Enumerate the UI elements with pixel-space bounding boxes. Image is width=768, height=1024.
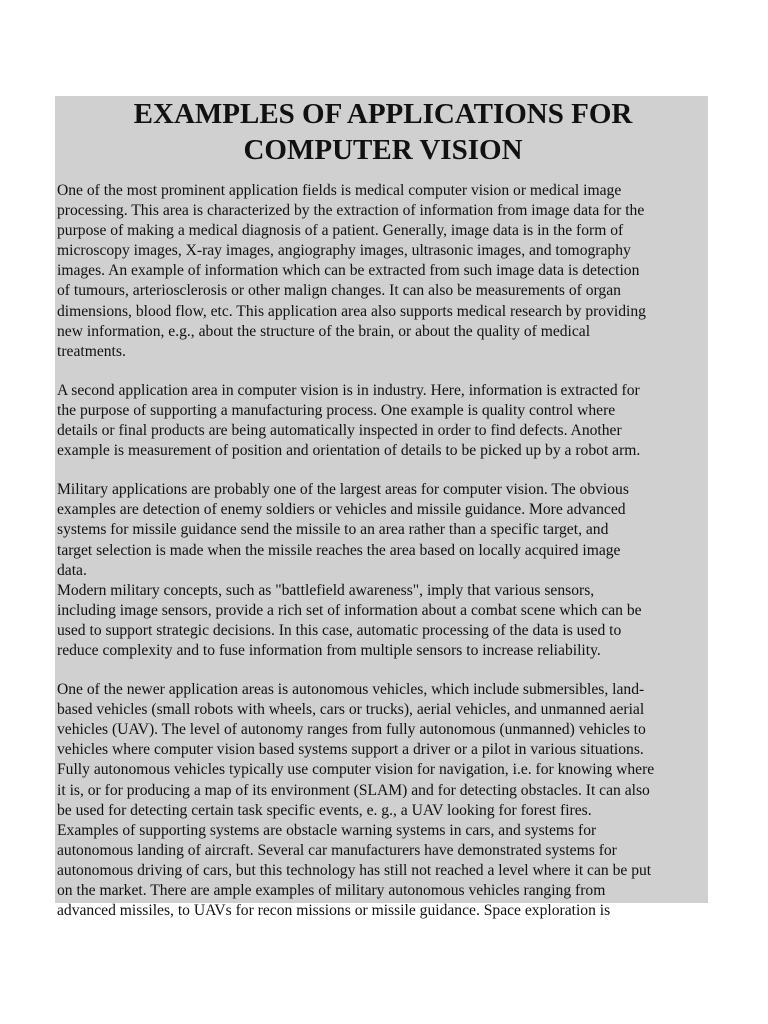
text-line: autonomous landing of aircraft. Several car manufacturers have demonstrated systems for	[57, 841, 617, 859]
text-line: processing. This area is characterized by the extraction of information from image data for the	[57, 202, 645, 220]
text-line: examples are detection of enemy soldiers or vehicles and missile guidance. More advanced	[57, 501, 626, 519]
text-line: Examples of supporting systems are obstacle warning systems in cars, and systems for	[57, 821, 597, 839]
text-line: systems for missile guidance send the missile to an area rather than a specific target, and	[57, 521, 609, 539]
text-line: it is, or for producing a map of its environment (SLAM) and for detecting obstacles. It can also	[57, 781, 650, 799]
text-line: One of the most prominent application fields is medical computer vision or medical image	[57, 182, 622, 199]
text-line: vehicles where computer vision based systems support a driver or a pilot in various situations.	[57, 741, 644, 759]
text-line: reduce complexity and to fuse information from multiple sensors to increase reliability.	[57, 641, 601, 659]
text-line: vehicles (UAV). The level of autonomy ranges from fully autonomous (unmanned) vehicles to	[57, 721, 646, 739]
text-line: used to support strategic decisions. In this case, automatic processing of the data is used to	[57, 621, 622, 639]
text-line: details or final products are being automatically inspected in order to find defects. Another	[57, 422, 622, 440]
text-line: images. An example of information which can be extracted from such image data is detection	[57, 262, 640, 280]
text-line: example is measurement of position and orientation of details to be picked up by a robot arm.	[57, 442, 641, 460]
text-line: of tumours, arteriosclerosis or other malign changes. It can also be measurements of organ	[57, 282, 621, 300]
document-content	[57, 96, 709, 921]
text-line: the purpose of supporting a manufacturing process. One example is quality control where	[57, 401, 616, 419]
text-line: autonomous driving of cars, but this technology has still not reached a level where it can be put	[57, 861, 652, 879]
text-line: One of the newer application areas is autonomous vehicles, which include submersibles, land-	[57, 681, 645, 699]
text-line: Military applications are probably one of the largest areas for computer vision. The obvious	[57, 481, 629, 499]
page-title	[57, 96, 709, 168]
title-line-2: COMPUTER VISION	[243, 134, 523, 166]
text-line: A second application area in computer vision is in industry. Here, information is extracted for	[57, 381, 640, 399]
text-line: including image sensors, provide a rich set of information about a combat scene which can be	[57, 601, 642, 619]
paragraph-medical-vision	[57, 181, 709, 362]
text-line: on the market. There are ample examples of military autonomous vehicles ranging from	[57, 882, 606, 899]
text-line: target selection is made when the missile reaches the area based on locally acquired image	[57, 541, 621, 559]
text-line: based vehicles (small robots with wheels, cars or trucks), aerial vehicles, and unmanned aerial	[57, 701, 645, 719]
title-line-1: EXAMPLES OF APPLICATIONS FOR	[133, 98, 633, 130]
text-line: microscopy images, X-ray images, angiography images, ultrasonic images, and tomography	[57, 242, 631, 260]
text-line: dimensions, blood flow, etc. This application area also supports medical research by providing	[57, 302, 646, 320]
text-line: Modern military concepts, such as "battlefield awareness", imply that various sensors,	[57, 581, 595, 599]
paragraph-industry	[57, 381, 709, 461]
paragraph-autonomous-vehicles	[57, 680, 709, 921]
text-line: Fully autonomous vehicles typically use computer vision for navigation, i.e. for knowing where	[57, 761, 655, 779]
text-line: data.	[57, 561, 87, 579]
text-line: treatments.	[57, 342, 126, 360]
text-line: be used for detecting certain task specific events, e. g., a UAV looking for forest fires.	[57, 801, 592, 819]
text-line: advanced missiles, to UAVs for recon missions or missile guidance. Space exploration is	[57, 902, 611, 920]
text-line: purpose of making a medical diagnosis of a patient. Generally, image data is in the form of	[57, 222, 624, 240]
paragraph-military	[57, 480, 709, 661]
text-line: new information, e.g., about the structure of the brain, or about the quality of medical	[57, 322, 591, 340]
